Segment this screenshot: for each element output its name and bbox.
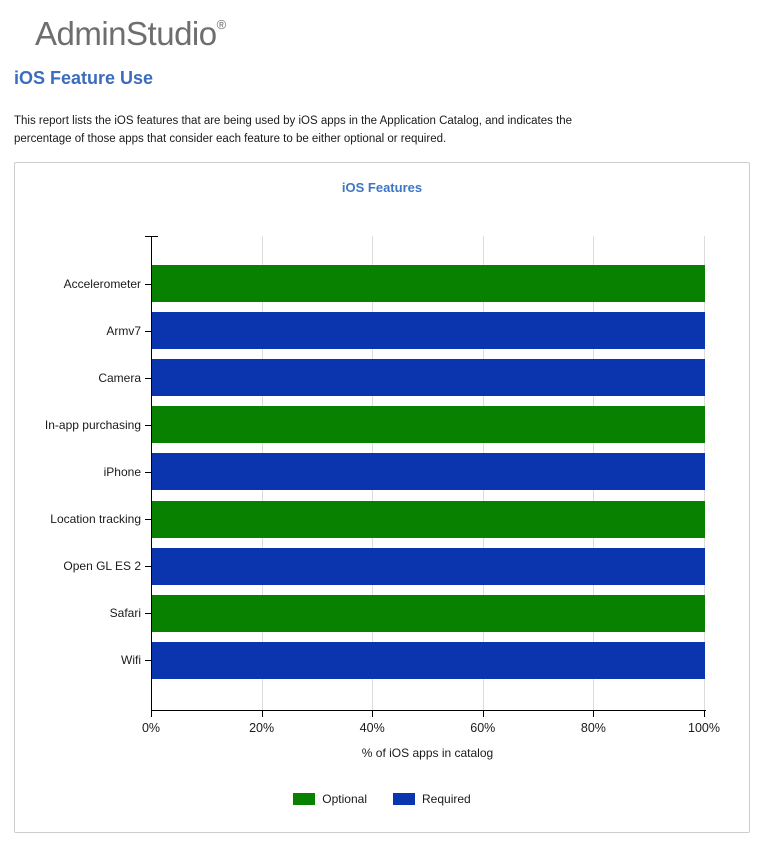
report-panel (14, 162, 750, 833)
legend-label: Optional (322, 792, 367, 806)
bar-iphone (152, 453, 705, 490)
category-label: Wifi (121, 653, 141, 668)
category-label: Camera (98, 370, 141, 385)
x-tick (262, 711, 263, 717)
report-description: This report lists the iOS features that are being used by iOS apps in the Application Catalog, and indicates the percentage of those apps that consider each feature to be either optional or required. (14, 115, 573, 145)
y-tick (145, 660, 151, 661)
x-axis-label: % of iOS apps in catalog (361, 746, 494, 760)
bar-accelerometer (152, 265, 705, 302)
y-tick (145, 331, 151, 332)
y-tick (145, 519, 151, 520)
category-label: Accelerometer (63, 276, 141, 291)
bar-location-tracking (152, 501, 705, 538)
x-tick-label: 20% (249, 721, 275, 735)
y-tick (145, 284, 151, 285)
y-tick (145, 566, 151, 567)
category-label: Location tracking (50, 512, 141, 526)
page-title: iOS Feature Use (14, 68, 154, 88)
y-tick (145, 472, 151, 473)
x-tick-label: 80% (580, 721, 606, 735)
legend-swatch (393, 793, 415, 805)
category-label: Open GL ES 2 (63, 559, 141, 574)
y-tick (145, 378, 151, 379)
category-label: Armv7 (106, 323, 141, 338)
category-label: In-app purchasing (44, 417, 141, 432)
bar-safari (152, 595, 705, 632)
x-tick (593, 711, 594, 717)
x-tick-label: 100% (688, 721, 720, 735)
legend-item (393, 792, 471, 806)
x-tick (372, 711, 373, 717)
bar-wifi (152, 642, 705, 679)
y-tick (145, 425, 151, 426)
x-tick-label: 40% (359, 721, 385, 735)
registered-trademark-mark: ® (216, 17, 226, 32)
x-tick-label: 0% (141, 721, 161, 735)
bar-armv7 (152, 312, 705, 349)
category-label: Safari (109, 606, 141, 621)
bar-open-gl-es-2 (152, 548, 705, 585)
bar-in-app-purchasing (152, 406, 705, 443)
chart-title: iOS Features (341, 180, 423, 195)
x-tick (704, 711, 705, 717)
legend-label: Required (422, 792, 471, 806)
x-tick-label: 60% (470, 721, 496, 735)
y-tick (145, 613, 151, 614)
legend-item (293, 792, 367, 806)
legend-swatch (293, 793, 315, 805)
legend (15, 792, 749, 806)
plot-area (44, 236, 720, 760)
category-label: iPhone (103, 464, 141, 479)
x-tick (483, 711, 484, 717)
y-axis-top-cap (145, 236, 158, 237)
x-axis (151, 710, 706, 711)
adminstudio-logo (35, 4, 772, 55)
x-tick (151, 711, 152, 717)
logo-text: AdminStudio (35, 15, 217, 52)
bar-camera (152, 359, 705, 396)
